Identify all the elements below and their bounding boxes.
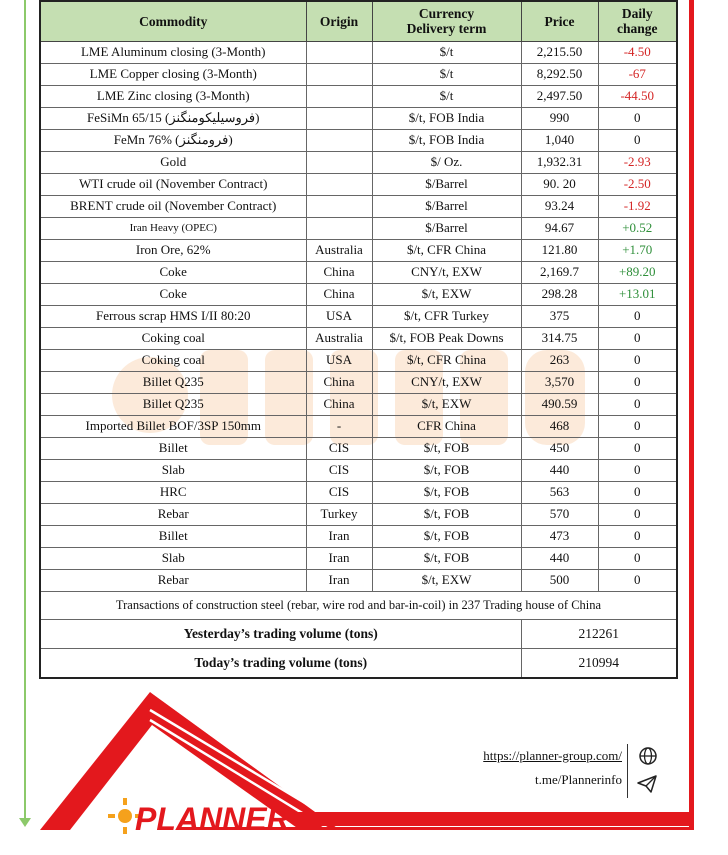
cell-price: 375 [521, 305, 598, 327]
cell-change: 0 [598, 129, 677, 151]
cell-price: 3,570 [521, 371, 598, 393]
cell-commodity: Iron Ore, 62% [40, 239, 306, 261]
cell-change: -67 [598, 63, 677, 85]
cell-origin [306, 173, 372, 195]
cell-term: $/t [372, 63, 521, 85]
table-row [40, 261, 677, 283]
cell-price: 563 [521, 481, 598, 503]
table-row [40, 63, 677, 85]
cell-change: 0 [598, 459, 677, 481]
cell-price: 93.24 [521, 195, 598, 217]
cell-price: 314.75 [521, 327, 598, 349]
cell-change: +89.20 [598, 261, 677, 283]
cell-commodity: Coking coal [40, 327, 306, 349]
cell-term: CFR China [372, 415, 521, 437]
cell-term: CNY/t, EXW [372, 371, 521, 393]
cell-origin: USA [306, 349, 372, 371]
table-body [40, 41, 677, 678]
header-change-line2: change [617, 21, 658, 37]
cell-commodity: Coke [40, 261, 306, 283]
cell-term: $/t, CFR China [372, 239, 521, 261]
header-commodity: Commodity [40, 1, 306, 41]
cell-origin: Iran [306, 525, 372, 547]
cell-term: $/Barrel [372, 195, 521, 217]
table-row [40, 129, 677, 151]
cell-origin: CIS [306, 459, 372, 481]
trading-note: Transactions of construction steel (rebar, wire rod and bar-in-coil) in 237 Trading house of China [40, 591, 677, 619]
cell-commodity: Billet [40, 437, 306, 459]
footer-divider [627, 744, 628, 798]
cell-commodity: LME Aluminum closing (3-Month) [40, 41, 306, 63]
cell-change: 0 [598, 371, 677, 393]
table-row [40, 547, 677, 569]
cell-origin [306, 63, 372, 85]
table-note-row [40, 591, 677, 619]
table-row [40, 481, 677, 503]
cell-price: 468 [521, 415, 598, 437]
cell-term: $/t, FOB [372, 503, 521, 525]
cell-price: 990 [521, 107, 598, 129]
cell-commodity: HRC [40, 481, 306, 503]
cell-term: $/t, FOB India [372, 107, 521, 129]
cell-commodity: FeMn 76% (فرومنگنز) [40, 129, 306, 151]
cell-price: 2,169.7 [521, 261, 598, 283]
cell-origin: USA [306, 305, 372, 327]
cell-change: -2.50 [598, 173, 677, 195]
cell-term: $/t, EXW [372, 569, 521, 591]
cell-price: 450 [521, 437, 598, 459]
cell-origin: China [306, 261, 372, 283]
cell-commodity: Slab [40, 547, 306, 569]
cell-change: 0 [598, 415, 677, 437]
cell-commodity: Slab [40, 459, 306, 481]
cell-origin [306, 129, 372, 151]
header-change-line1: Daily [621, 6, 653, 22]
cell-price: 1,932.31 [521, 151, 598, 173]
table-row [40, 459, 677, 481]
cell-commodity: WTI crude oil (November Contract) [40, 173, 306, 195]
cell-commodity: BRENT crude oil (November Contract) [40, 195, 306, 217]
header-price: Price [521, 1, 598, 41]
cell-term: $/t, CFR Turkey [372, 305, 521, 327]
cell-term: $/t, FOB [372, 437, 521, 459]
cell-term: CNY/t, EXW [372, 261, 521, 283]
cell-change: 0 [598, 525, 677, 547]
cell-origin [306, 41, 372, 63]
table-row [40, 393, 677, 415]
table-row [40, 349, 677, 371]
table-row [40, 437, 677, 459]
telegram-link[interactable]: t.me/Plannerinfo [534, 772, 622, 787]
cell-price: 90. 20 [521, 173, 598, 195]
planner-logo [105, 792, 295, 842]
cell-origin: China [306, 283, 372, 305]
table-row [40, 195, 677, 217]
cell-change: +1.70 [598, 239, 677, 261]
cell-commodity: LME Copper closing (3-Month) [40, 63, 306, 85]
cell-commodity: Billet Q235 [40, 393, 306, 415]
cell-change: -1.92 [598, 195, 677, 217]
table-row [40, 371, 677, 393]
cell-origin: - [306, 415, 372, 437]
cell-term: $/t, CFR China [372, 349, 521, 371]
cell-term: $/ Oz. [372, 151, 521, 173]
cell-price: 490.59 [521, 393, 598, 415]
cell-term: $/t, FOB [372, 459, 521, 481]
cell-origin [306, 195, 372, 217]
cell-price: 121.80 [521, 239, 598, 261]
cell-commodity: LME Zinc closing (3-Month) [40, 85, 306, 107]
cell-origin: Australia [306, 327, 372, 349]
cell-change: 0 [598, 393, 677, 415]
cell-origin: CIS [306, 481, 372, 503]
planner-logo-text: PLANNER [135, 801, 290, 837]
cell-term: $/t, FOB [372, 481, 521, 503]
cell-term: $/t, FOB India [372, 129, 521, 151]
header-currency [372, 1, 521, 41]
cell-commodity: Iran Heavy (OPEC) [40, 217, 306, 239]
cell-origin: China [306, 371, 372, 393]
header-origin: Origin [306, 1, 372, 41]
cell-price: 473 [521, 525, 598, 547]
cell-origin [306, 107, 372, 129]
table-row [40, 85, 677, 107]
cell-origin [306, 217, 372, 239]
cell-term: $/Barrel [372, 173, 521, 195]
cell-term: $/t, FOB [372, 547, 521, 569]
header-currency-line2: Delivery term [406, 21, 487, 37]
table-row [40, 569, 677, 591]
cell-change: -4.50 [598, 41, 677, 63]
cell-price: 440 [521, 547, 598, 569]
table-row [40, 305, 677, 327]
table-row [40, 239, 677, 261]
table-row [40, 41, 677, 63]
cell-change: +0.52 [598, 217, 677, 239]
today-volume-value: 210994 [521, 648, 677, 678]
cell-origin: Iran [306, 569, 372, 591]
cell-commodity: Gold [40, 151, 306, 173]
cell-price: 263 [521, 349, 598, 371]
cell-price: 2,215.50 [521, 41, 598, 63]
cell-commodity: Billet [40, 525, 306, 547]
cell-origin: CIS [306, 437, 372, 459]
cell-commodity: Ferrous scrap HMS I/II 80:20 [40, 305, 306, 327]
website-link[interactable]: https://planner-group.com/ [483, 748, 622, 763]
yesterday-volume-label: Yesterday’s trading volume (tons) [40, 619, 521, 648]
cell-change: +13.01 [598, 283, 677, 305]
commodity-price-table [39, 0, 678, 679]
cell-commodity: Rebar [40, 569, 306, 591]
cell-price: 2,497.50 [521, 85, 598, 107]
cell-change: 0 [598, 481, 677, 503]
table-row [40, 327, 677, 349]
table-row [40, 173, 677, 195]
cell-change: 0 [598, 305, 677, 327]
cell-commodity: Imported Billet BOF/3SP 150mm [40, 415, 306, 437]
cell-price: 1,040 [521, 129, 598, 151]
cell-change: 0 [598, 503, 677, 525]
cell-price: 298.28 [521, 283, 598, 305]
table-row [40, 151, 677, 173]
cell-term: $/t [372, 41, 521, 63]
table-row [40, 415, 677, 437]
cell-commodity: Coke [40, 283, 306, 305]
cell-term: $/t [372, 85, 521, 107]
cell-origin: Australia [306, 239, 372, 261]
cell-commodity: Coking coal [40, 349, 306, 371]
cell-change: -44.50 [598, 85, 677, 107]
cell-term: $/t, FOB Peak Downs [372, 327, 521, 349]
telegram-icon [636, 773, 658, 795]
table-row [40, 525, 677, 547]
cell-price: 8,292.50 [521, 63, 598, 85]
cell-change: 0 [598, 327, 677, 349]
cell-price: 570 [521, 503, 598, 525]
cell-price: 94.67 [521, 217, 598, 239]
cell-commodity: Billet Q235 [40, 371, 306, 393]
footer-links [470, 744, 622, 792]
cell-price: 500 [521, 569, 598, 591]
globe-icon [638, 746, 658, 766]
yesterday-volume-value: 212261 [521, 619, 677, 648]
yesterday-volume-row [40, 619, 677, 648]
table-row [40, 283, 677, 305]
cell-commodity: FeSiMn 65/15 (فروسیلیکومنگنز) [40, 107, 306, 129]
today-volume-label: Today’s trading volume (tons) [40, 648, 521, 678]
table-header-row [40, 1, 677, 41]
cell-change: -2.93 [598, 151, 677, 173]
cell-commodity: Rebar [40, 503, 306, 525]
header-currency-line1: Currency [418, 6, 475, 22]
cell-change: 0 [598, 547, 677, 569]
cell-origin: Iran [306, 547, 372, 569]
cell-change: 0 [598, 107, 677, 129]
cell-change: 0 [598, 569, 677, 591]
cell-change: 0 [598, 349, 677, 371]
cell-origin: China [306, 393, 372, 415]
cell-origin: Turkey [306, 503, 372, 525]
table-row [40, 503, 677, 525]
today-volume-row [40, 648, 677, 678]
cell-term: $/t, FOB [372, 525, 521, 547]
cell-term: $/t, EXW [372, 283, 521, 305]
cell-term: $/t, EXW [372, 393, 521, 415]
cell-origin [306, 85, 372, 107]
cell-term: $/Barrel [372, 217, 521, 239]
cell-change: 0 [598, 437, 677, 459]
header-change [598, 1, 677, 41]
cell-origin [306, 151, 372, 173]
table-row [40, 107, 677, 129]
cell-price: 440 [521, 459, 598, 481]
table-row [40, 217, 677, 239]
